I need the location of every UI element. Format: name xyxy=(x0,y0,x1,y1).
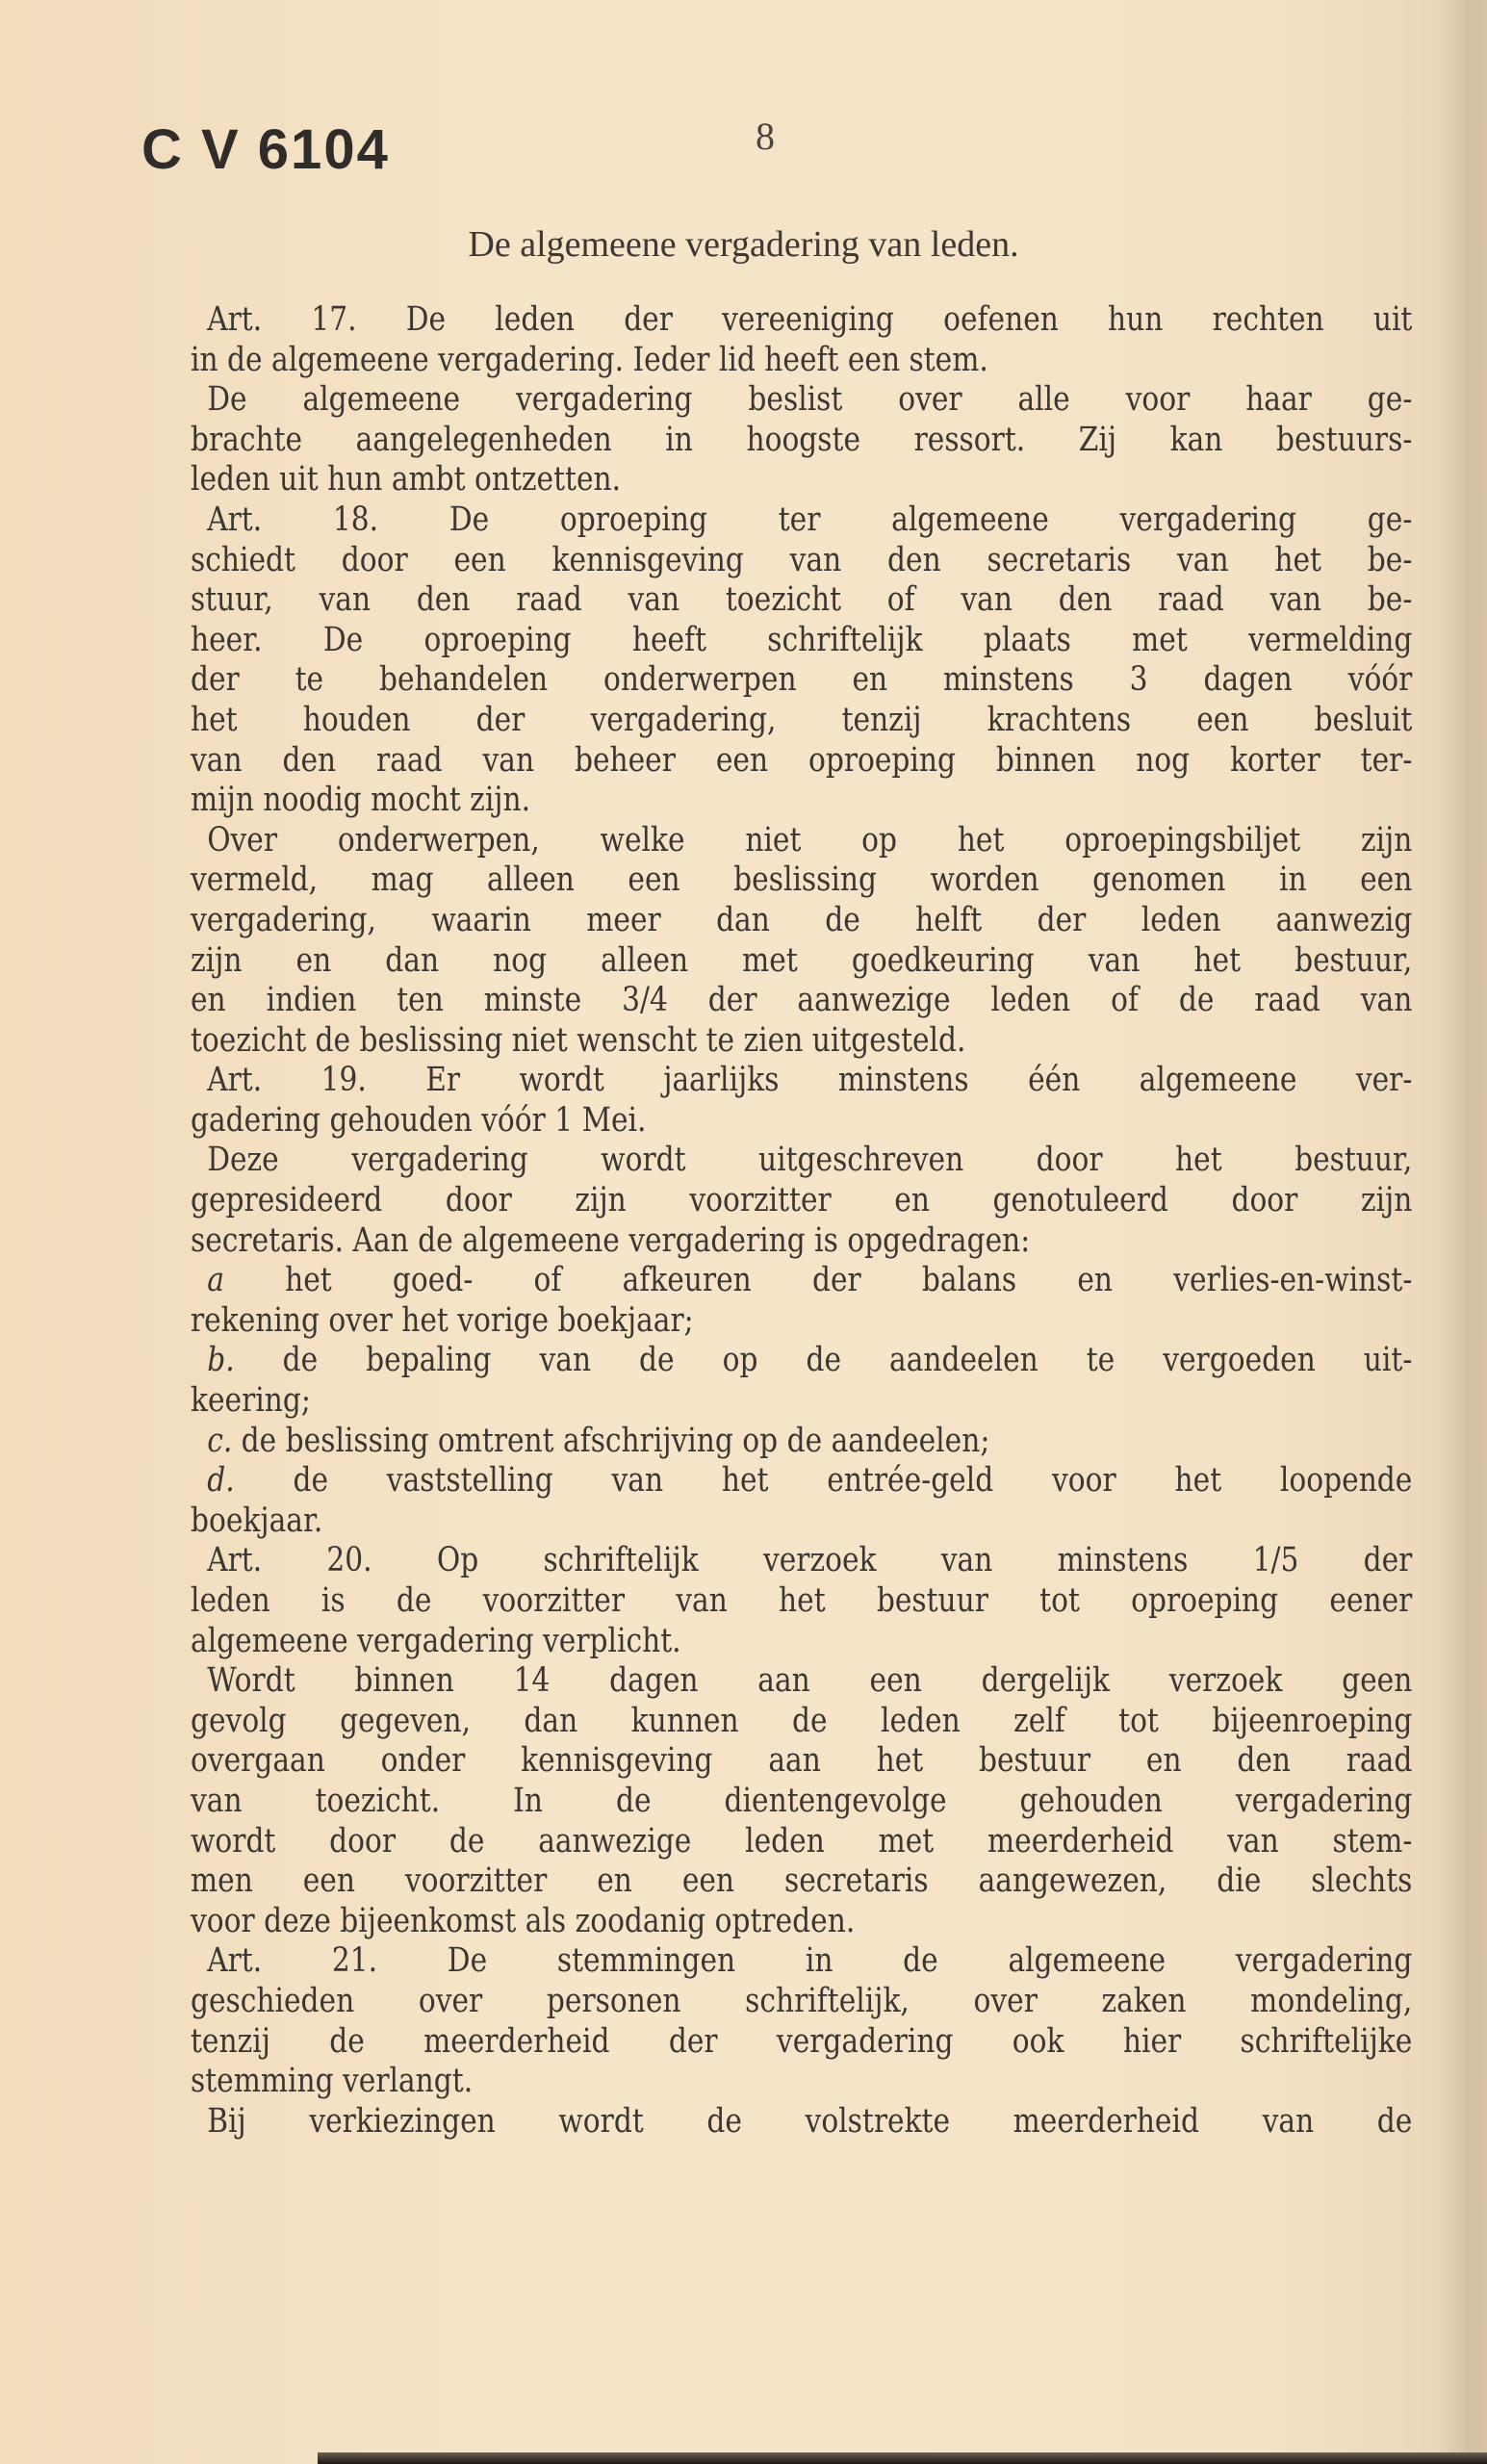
text-line: geschieden over personen schriftelijk, over zaken mondeling, xyxy=(191,1981,1413,2020)
text-line xyxy=(191,1461,1412,1502)
text-line: der te behandelen onderwerpen en minstens 3 dagen vóór xyxy=(191,660,1413,700)
text-line: stemming verlangt. xyxy=(191,2062,474,2101)
text-line: Art. 20. Op schriftelijk verzoek van minstens 1/5 der xyxy=(207,1541,1413,1580)
text-line: leden uit hun ambt ontzetten. xyxy=(191,460,622,500)
section-title: De algemeene vergadering van leden. xyxy=(468,224,1019,265)
text-line: Art. 21. De stemmingen in de algemeene vergadering xyxy=(207,1941,1413,1981)
text-line: Deze vergadering wordt uitgeschreven door het bestuur, xyxy=(207,1141,1413,1180)
text-line: toezicht de beslissing niet wenscht te zien uitgesteld. xyxy=(191,1020,966,1060)
text-line: heer. De oproeping heeft schriftelijk plaats met vermelding xyxy=(191,620,1413,659)
text-line: secretaris. Aan de algemeene vergadering is opgedragen: xyxy=(191,1220,1031,1260)
text-line: stuur, van den raad van toezicht of van den raad van be- xyxy=(191,580,1413,620)
text-line: schiedt door een kennisgeving van den secretaris van het be- xyxy=(191,540,1413,579)
text-line: Bij verkiezingen wordt de volstrekte meerderheid van de xyxy=(207,2101,1413,2141)
page-number: 8 xyxy=(756,115,775,158)
text-line: van den raad van beheer een oproeping binnen nog korter ter- xyxy=(191,740,1413,780)
list-item-text: het goed- of afkeuren der balans en verlies-en-winst- xyxy=(223,1261,1413,1300)
text-line: De algemeene vergadering beslist over alle voor haar ge- xyxy=(207,380,1413,420)
text-line: men een voorzitter en een secretaris aangewezen, die slechts xyxy=(191,1861,1413,1901)
list-item-text: de vaststelling van het entrée-geld voor het loopende xyxy=(234,1461,1413,1501)
text-line xyxy=(191,1341,1412,1381)
text-line: Art. 17. De leden der vereeniging oefenen hun rechten uit xyxy=(207,300,1413,339)
text-line: het houden der vergadering, tenzij krachtens een besluit xyxy=(191,700,1413,739)
text-line: Wordt binnen 14 dagen aan een dergelijk verzoek geen xyxy=(207,1661,1413,1701)
text-line: keering; xyxy=(191,1381,311,1421)
text-line: gevolg gegeven, dan kunnen de leden zelf tot bijeenroeping xyxy=(191,1701,1413,1740)
text-line xyxy=(191,1422,1412,1462)
text-line: rekening over het vorige boekjaar; xyxy=(191,1300,694,1340)
text-line: Over onderwerpen, welke niet op het oproepingsbiljet zijn xyxy=(207,820,1413,860)
list-item-text: de bepaling van de op de aandeelen te vergoeden uit- xyxy=(234,1341,1413,1380)
text-line: voor deze bijeenkomst als zoodanig optreden. xyxy=(191,1901,856,1940)
text-line: vergadering, waarin meer dan de helft der leden aanwezig xyxy=(191,900,1413,939)
text-line: wordt door de aanwezige leden met meerderheid van stem- xyxy=(191,1821,1413,1861)
text-line: overgaan onder kennisgeving aan het bestuur en den raad xyxy=(191,1741,1413,1781)
list-marker: a xyxy=(207,1261,224,1300)
text-line: van toezicht. In de dientengevolge gehouden vergadering xyxy=(191,1781,1413,1820)
text-line: gepresideerd door zijn voorzitter en genotuleerd door zijn xyxy=(191,1181,1413,1220)
text-line: in de algemeene vergadering. Ieder lid heeft een stem. xyxy=(191,340,988,379)
body-text xyxy=(191,300,1412,2142)
catalog-number: C V 6104 xyxy=(141,118,390,181)
list-item-text: de beslissing omtrent afschrijving op de aandeelen; xyxy=(232,1421,990,1460)
text-line: brachte aangelegenheden in hoogste ressort. Zij kan bestuurs- xyxy=(191,420,1413,459)
list-marker: c. xyxy=(207,1421,233,1460)
text-line: gadering gehouden vóór 1 Mei. xyxy=(191,1100,647,1140)
text-line: algemeene vergadering verplicht. xyxy=(191,1621,681,1660)
list-marker: d. xyxy=(207,1461,235,1501)
text-line: vermeld, mag alleen een beslissing worden genomen in een xyxy=(191,860,1413,900)
text-line xyxy=(191,1261,1412,1301)
list-marker: b. xyxy=(207,1341,235,1380)
text-line: zijn en dan nog alleen met goedkeuring van het bestuur, xyxy=(191,940,1413,980)
text-line: tenzij de meerderheid der vergadering ook hier schriftelijke xyxy=(191,2021,1413,2061)
scan-bottom-edge xyxy=(318,2452,1487,2464)
text-line: Art. 19. Er wordt jaarlijks minstens één algemeene ver- xyxy=(207,1061,1413,1100)
text-line: en indien ten minste 3/4 der aanwezige leden of de raad van xyxy=(191,981,1413,1020)
page-edge-shadow xyxy=(1439,0,1487,2464)
text-line: leden is de voorzitter van het bestuur tot oproeping eener xyxy=(191,1581,1413,1620)
text-line: boekjaar. xyxy=(191,1501,323,1540)
text-line: Art. 18. De oproeping ter algemeene vergadering ge- xyxy=(207,500,1413,539)
text-line: mijn noodig mocht zijn. xyxy=(191,781,531,820)
